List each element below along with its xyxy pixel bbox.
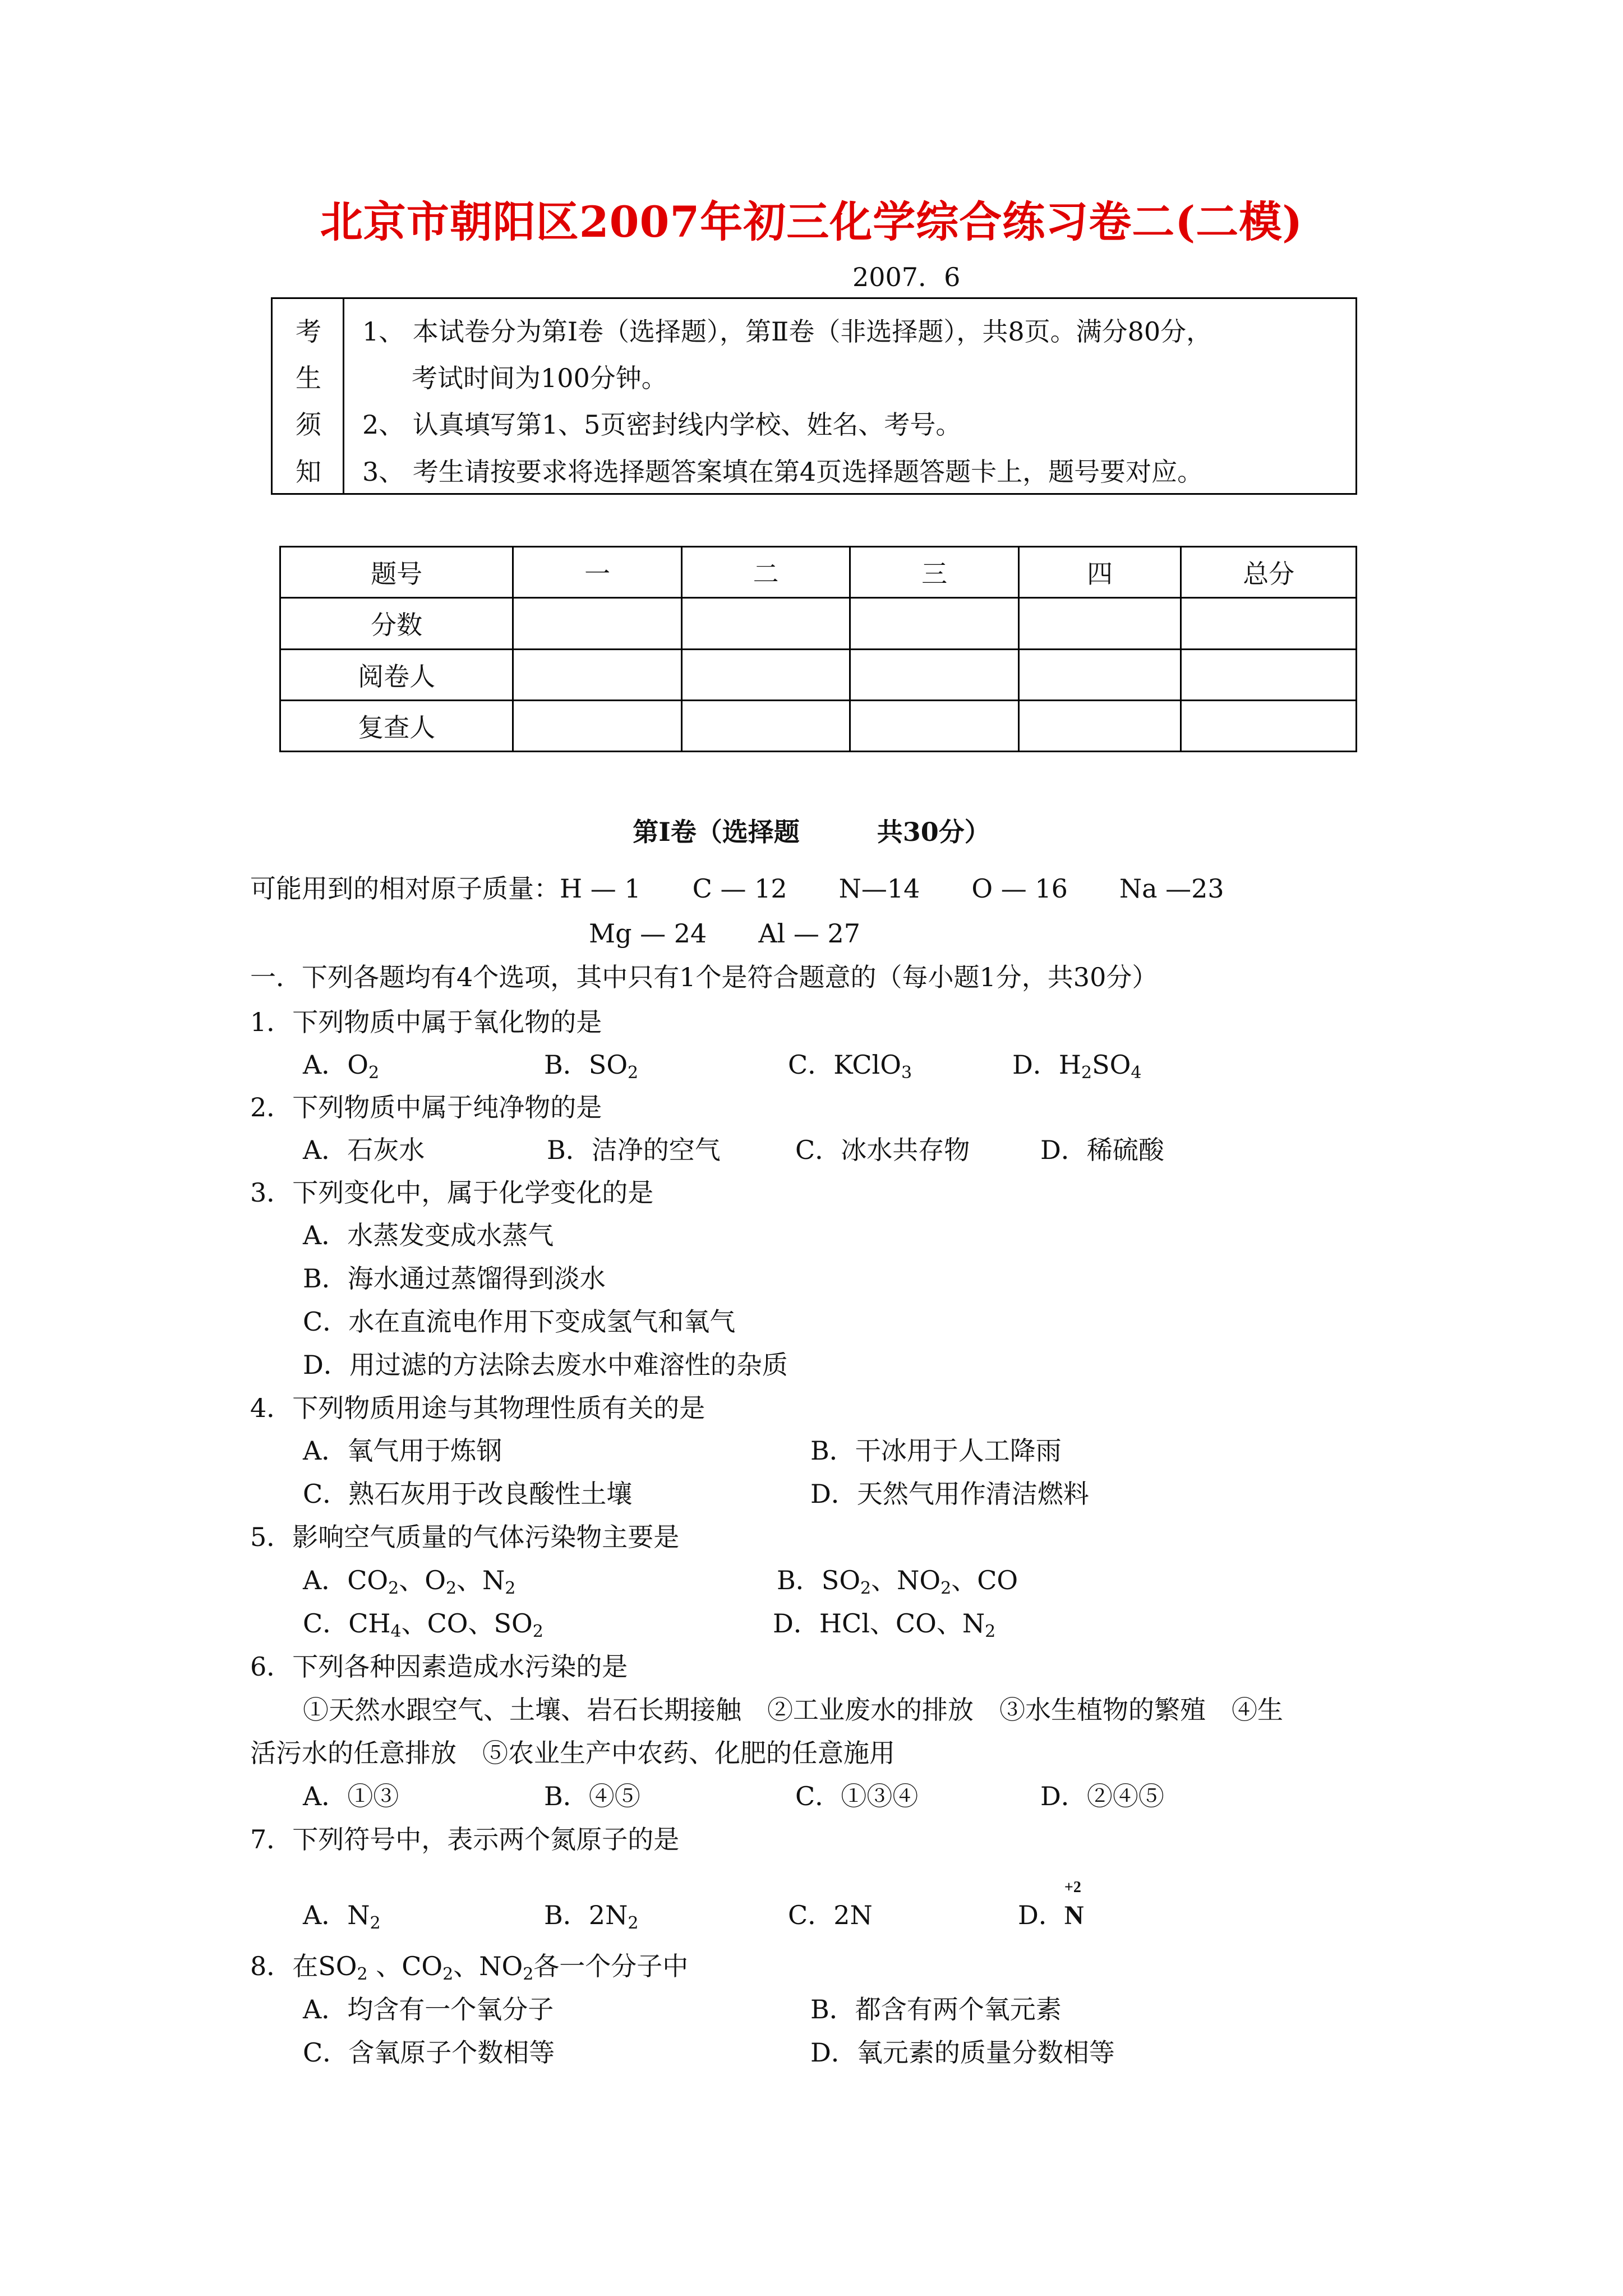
score-cell[interactable] [513, 598, 682, 649]
score-cell[interactable] [513, 700, 682, 751]
row-label: 阅卷人 [280, 649, 513, 700]
option-d[interactable]: D．用过滤的方法除去废水中难溶性的杂质 [303, 1350, 788, 1380]
option-b[interactable]: B．干冰用于人工降雨 [810, 1435, 1062, 1466]
option-c[interactable]: C．冰水共存物 [795, 1135, 970, 1165]
score-cell[interactable] [681, 700, 850, 751]
score-cell[interactable] [1018, 649, 1181, 700]
row-label: 复查人 [280, 700, 513, 751]
option-d[interactable]: D． +2 N [1018, 1879, 1084, 1930]
table-header-cell: 三 [850, 547, 1019, 598]
score-table-header-row [280, 547, 1357, 598]
option-d[interactable]: D．$H_2SO_4$ [1012, 1050, 1142, 1083]
table-header-cell: 题号 [280, 547, 513, 598]
score-cell[interactable] [850, 598, 1019, 649]
option-a[interactable]: A．水蒸发变成水蒸气 [303, 1220, 554, 1250]
table-header-cell: 四 [1018, 547, 1181, 598]
option-d[interactable]: D．HCl、CO、$N_2$ [773, 1608, 996, 1641]
option-b[interactable]: B．都含有两个氧元素 [810, 1994, 1062, 2024]
table-row [280, 649, 1357, 700]
option-a[interactable]: A．均含有一个氧分子 [303, 1994, 554, 2024]
table-row [280, 598, 1357, 649]
notice-line: 3、 考生请按要求将选择题答案填在第4页选择题答题卡上，题号要对应。 [362, 457, 1204, 487]
score-table [279, 546, 1357, 752]
score-cell[interactable] [681, 598, 850, 649]
score-cell[interactable] [1181, 649, 1357, 700]
exam-notice-box [271, 297, 1357, 495]
score-cell[interactable] [681, 649, 850, 700]
option-b[interactable]: B．海水通过蒸馏得到淡水 [303, 1263, 606, 1294]
option-c[interactable]: C．熟石灰用于改良酸性土壤 [303, 1479, 633, 1509]
question-stem: 6．下列各种因素造成水污染的是 [250, 1651, 628, 1682]
option-c[interactable]: C．KClO$_3$ [788, 1050, 912, 1083]
option-b[interactable]: B．④⑤ [544, 1781, 640, 1811]
question-text: ①天然水跟空气、土壤、岩石长期接触 ②工业废水的排放 ③水生植物的繁殖 ④生 [303, 1695, 1283, 1725]
section-title: 第Ⅰ卷（选择题 共30分） [633, 817, 990, 847]
option-a[interactable]: A．$O_2$ [303, 1050, 380, 1083]
option-c[interactable]: C．2N [788, 1900, 873, 1930]
option-b[interactable]: B．$SO_2$、$NO_2$、CO [777, 1565, 1018, 1598]
score-cell[interactable] [1018, 700, 1181, 751]
atomic-masses-line: 可能用到的相对原子质量：H — 1 C — 12 N—14 O — 16 Na —23 [250, 873, 1224, 904]
notice-line: 考试时间为100分钟。 [412, 363, 667, 393]
option-a[interactable]: A．石灰水 [303, 1135, 425, 1165]
question-stem: 1．下列物质中属于氧化物的是 [250, 1007, 602, 1037]
page-title: 北京市朝阳区2007年初三化学综合练习卷二(二模) [320, 197, 1303, 247]
option-c[interactable]: C．$CH_4$、CO、$SO_2$ [303, 1608, 543, 1641]
question-stem: 2．下列物质中属于纯净物的是 [250, 1092, 602, 1122]
option-d[interactable]: D．稀硫酸 [1040, 1135, 1164, 1165]
option-d[interactable]: D．②④⑤ [1040, 1781, 1164, 1811]
option-b[interactable]: B．洁净的空气 [547, 1135, 721, 1165]
option-d[interactable]: D．氧元素的质量分数相等 [810, 2037, 1115, 2068]
question-stem: 7．下列符号中，表示两个氮原子的是 [250, 1824, 680, 1855]
table-header-cell: 二 [681, 547, 850, 598]
notice-side-char: 考 [296, 316, 321, 347]
score-cell[interactable] [513, 649, 682, 700]
option-a[interactable]: A．氧气用于炼钢 [303, 1435, 502, 1466]
option-a[interactable]: A．①③ [303, 1781, 399, 1811]
question-stem: 4．下列物质用途与其物理性质有关的是 [250, 1393, 706, 1423]
score-cell[interactable] [1181, 700, 1357, 751]
notice-side-char: 须 [296, 409, 321, 440]
valence-symbol: +2 N [1064, 1879, 1084, 1930]
score-cell[interactable] [1181, 598, 1357, 649]
option-c[interactable]: C．水在直流电作用下变成氢气和氧气 [303, 1306, 736, 1337]
question-stem: 3．下列变化中，属于化学变化的是 [250, 1177, 654, 1208]
question-stem: 8．在$SO_2$ 、$CO_2$、$NO_2$各一个分子中 [250, 1951, 689, 1984]
score-cell[interactable] [850, 649, 1019, 700]
option-b[interactable]: B．$2N_2$ [544, 1900, 639, 1933]
notice-side-char: 知 [296, 457, 321, 487]
question-stem: 5．影响空气质量的气体污染物主要是 [250, 1522, 680, 1552]
notice-side-label [273, 299, 344, 493]
notice-line: 2、 认真填写第1、5页密封线内学校、姓名、考号。 [362, 409, 962, 440]
atomic-masses-line: Mg — 24 Al — 27 [589, 918, 861, 949]
table-header-cell: 一 [513, 547, 682, 598]
score-cell[interactable] [1018, 598, 1181, 649]
option-c[interactable]: C．①③④ [795, 1781, 919, 1811]
part-heading: 一．下列各题均有4个选项，其中只有1个是符合题意的（每小题1分，共30分） [250, 962, 1158, 992]
option-b[interactable]: B．$SO_2$ [544, 1050, 639, 1083]
notice-side-char: 生 [296, 363, 321, 393]
row-label: 分数 [280, 598, 513, 649]
option-d[interactable]: D．天然气用作清洁燃料 [810, 1479, 1089, 1509]
question-text: 活污水的任意排放 ⑤农业生产中农药、化肥的任意施用 [250, 1738, 895, 1768]
table-row [280, 700, 1357, 751]
exam-date: 2007．6 [852, 262, 961, 292]
option-a[interactable]: A．$CO_2$、$O_2$、$N_2$ [303, 1565, 516, 1598]
score-cell[interactable] [850, 700, 1019, 751]
option-a[interactable]: A．$N_2$ [303, 1900, 381, 1933]
option-c[interactable]: C．含氧原子个数相等 [303, 2037, 555, 2068]
table-header-cell: 总分 [1181, 547, 1357, 598]
notice-line: 1、 本试卷分为第Ⅰ卷（选择题），第Ⅱ卷（非选择题），共8页。满分80分， [362, 316, 1212, 347]
